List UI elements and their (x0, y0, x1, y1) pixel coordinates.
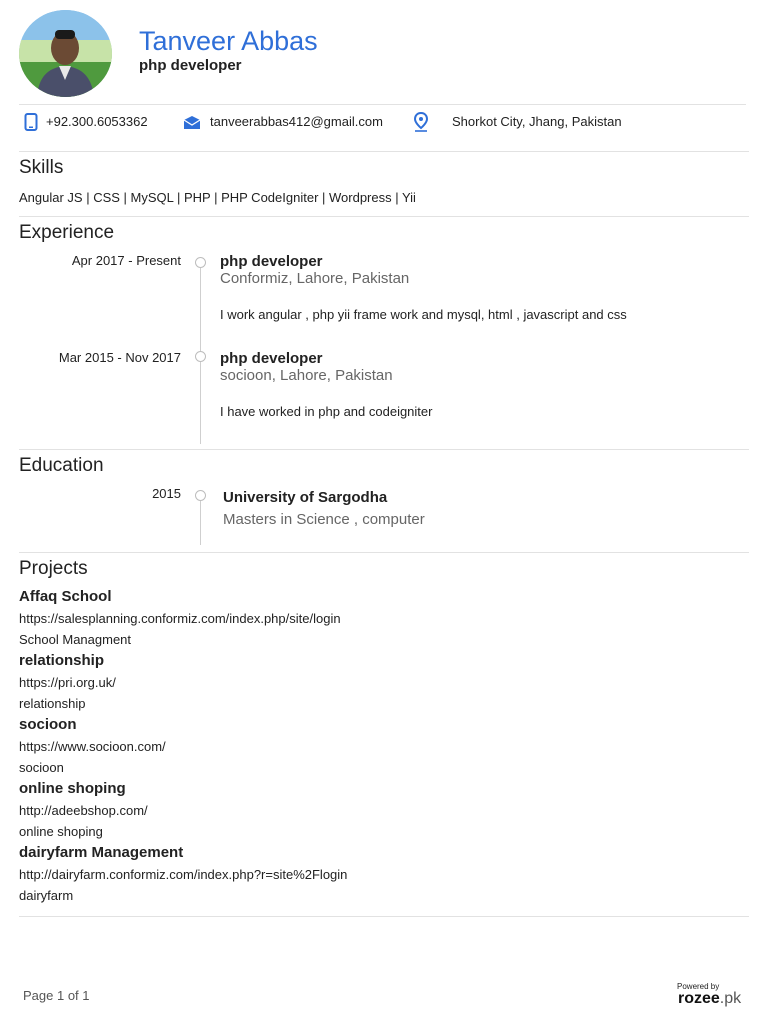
experience-company: socioon, Lahore, Pakistan (220, 367, 393, 384)
experience-date: Apr 2017 - Present (71, 253, 181, 268)
project-link[interactable]: https://pri.org.uk/ (19, 675, 116, 690)
contact-email[interactable]: tanveerabbas412@gmail.com (210, 114, 383, 129)
education-heading: Education (19, 455, 104, 476)
project-name: dairyfarm Management (19, 844, 184, 861)
project-description: socioon (19, 760, 64, 775)
project-link[interactable]: https://www.socioon.com/ (19, 739, 166, 754)
timeline-dot (195, 490, 206, 501)
project-item (19, 714, 166, 778)
skills-heading: Skills (19, 157, 64, 178)
logo-main: rozee (678, 990, 720, 1007)
project-item (19, 842, 347, 906)
powered-by-label: Powered by (677, 982, 720, 991)
divider (19, 552, 749, 553)
divider (19, 449, 749, 450)
experience-heading: Experience (19, 222, 115, 243)
project-link[interactable]: http://adeebshop.com/ (19, 803, 148, 818)
project-item (19, 778, 148, 842)
education-date: 2015 (152, 486, 181, 501)
divider (19, 916, 749, 917)
education-degree: Masters in Science , computer (223, 511, 425, 528)
project-link[interactable]: http://dairyfarm.conformiz.com/index.php?r=site%2Flogin (19, 867, 348, 882)
experience-date: Mar 2015 - Nov 2017 (58, 350, 181, 365)
project-name: relationship (19, 652, 105, 669)
timeline-dot (195, 257, 206, 268)
projects-heading: Projects (19, 558, 88, 579)
experience-description: I have worked in php and codeigniter (220, 404, 433, 419)
experience-description: I work angular , php yii frame work and mysql, html , javascript and css (220, 307, 627, 322)
project-name: socioon (19, 716, 77, 733)
candidate-name: Tanveer Abbas (139, 26, 318, 56)
contact-phone[interactable]: +92.300.6053362 (46, 114, 148, 129)
project-description: School Managment (19, 632, 132, 647)
rozee-logo[interactable] (678, 990, 741, 1008)
location-pin-icon (413, 112, 429, 137)
logo-suffix: .pk (719, 990, 742, 1007)
phone-icon (24, 113, 38, 136)
experience-company: Conformiz, Lahore, Pakistan (220, 270, 410, 287)
project-description: dairyfarm (19, 888, 74, 903)
education-school: University of Sargodha (223, 489, 388, 506)
page-number: Page 1 of 1 (23, 988, 90, 1003)
project-name: online shoping (19, 780, 126, 797)
project-item (19, 650, 116, 714)
divider (19, 151, 749, 152)
candidate-title: php developer (139, 57, 242, 74)
experience-title: php developer (220, 253, 323, 270)
contact-location: Shorkot City, Jhang, Pakistan (452, 114, 622, 129)
experience-title: php developer (220, 350, 323, 367)
skills-list: Angular JS | CSS | MySQL | PHP | PHP CodeIgniter | Wordpress | Yii (19, 190, 416, 205)
project-link[interactable]: https://salesplanning.conformiz.com/index.php/site/login (19, 611, 341, 626)
project-description: online shoping (19, 824, 103, 839)
timeline-line (200, 496, 201, 545)
project-description: relationship (19, 696, 86, 711)
project-item (19, 586, 341, 650)
project-name: Affaq School (19, 588, 112, 605)
profile-photo (19, 10, 112, 97)
divider (19, 104, 746, 105)
divider (19, 216, 749, 217)
email-icon (183, 115, 201, 135)
timeline-dot (195, 351, 206, 362)
